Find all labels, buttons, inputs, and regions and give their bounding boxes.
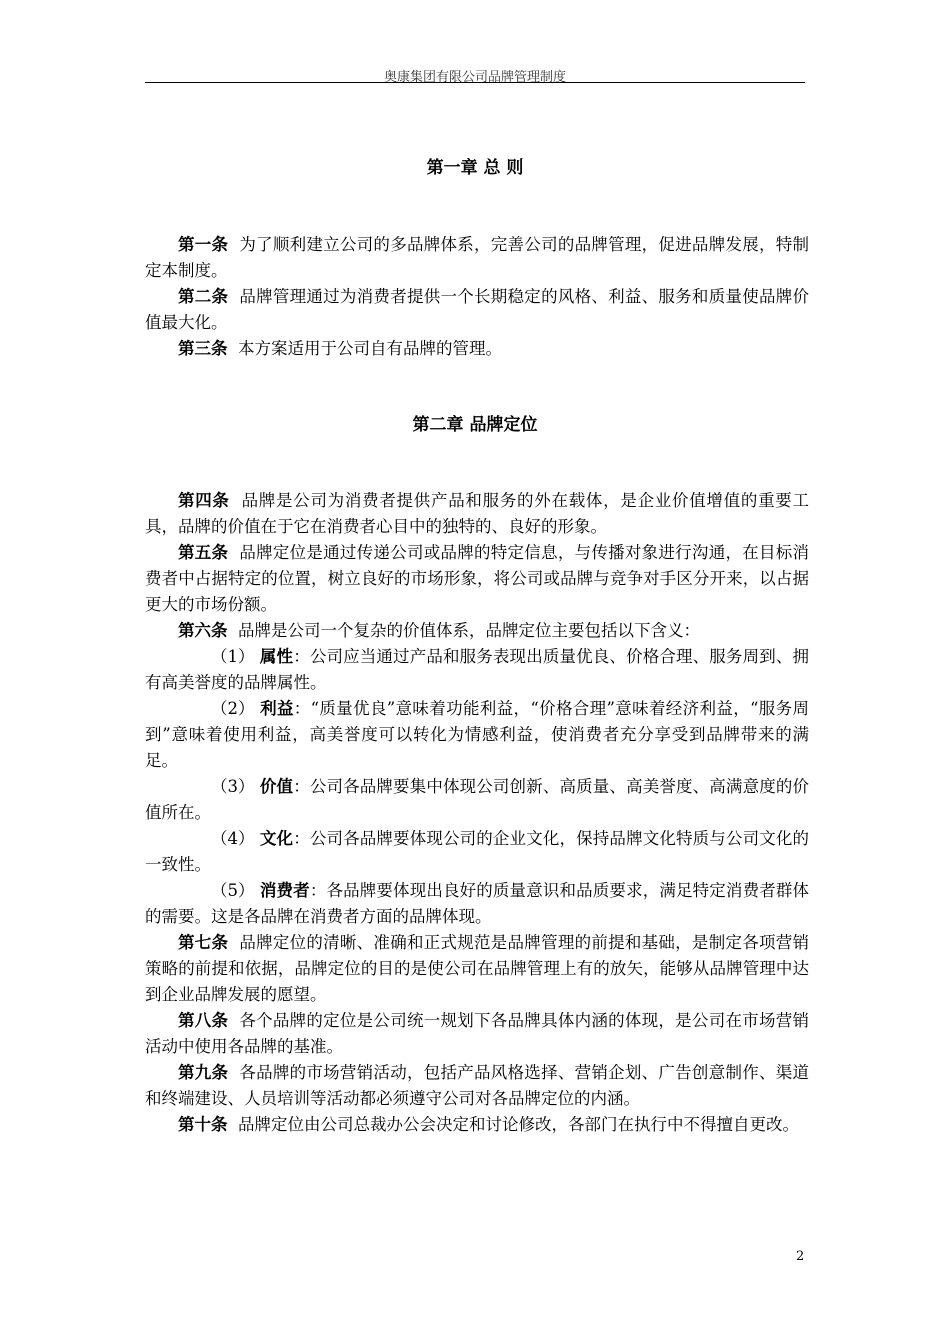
article-1	[145, 232, 809, 284]
article-text: 品牌定位是通过传递公司或品牌的特定信息，与传播对象进行沟通，在目标消费者中占据特定的位置，树立良好的市场形象，将公司或品牌与竞争对手区分开来，以占据更大的市场份额。	[145, 543, 810, 614]
article-text: 各个品牌的定位是公司统一规划下各品牌具体内涵的体现，是公司在市场营销活动中使用各品牌的基准。	[145, 1011, 810, 1056]
article-9	[145, 1060, 809, 1112]
article-label: 第三条	[178, 339, 228, 358]
article-label: 第四条	[178, 491, 230, 510]
item-number: （1）	[211, 647, 255, 666]
article-6	[145, 618, 809, 644]
list-item-attribute	[145, 644, 809, 696]
article-text: 本方案适用于公司自有品牌的管理。	[238, 339, 502, 358]
item-number: （2）	[211, 699, 255, 718]
item-text: ：公司应当通过产品和服务表现出质量优良、价格合理、服务周到、拥有高美誉度的品牌属性。	[145, 647, 810, 692]
article-label: 第二条	[178, 287, 229, 306]
item-number: （4）	[211, 829, 255, 848]
article-text: 品牌是公司为消费者提供产品和服务的外在载体，是企业价值增值的重要工具，品牌的价值在于它在消费者心目中的独特的、良好的形象。	[145, 491, 810, 536]
article-4	[145, 488, 809, 540]
article-text: 为了顺利建立公司的多品牌体系，完善公司的品牌管理，促进品牌发展，特制定本制度。	[145, 235, 810, 280]
article-label: 第九条	[178, 1063, 229, 1082]
article-label: 第一条	[178, 235, 229, 254]
item-label: 消费者	[259, 881, 310, 900]
article-2	[145, 284, 809, 336]
article-text: 品牌管理通过为消费者提供一个长期稳定的风格、利益、服务和质量使品牌价值最大化。	[145, 287, 810, 332]
article-text: 品牌是公司一个复杂的价值体系，品牌定位主要包括以下含义：	[238, 621, 700, 640]
article-5	[145, 540, 809, 618]
article-text: 品牌定位的清晰、准确和正式规范是品牌管理的前提和基础，是制定各项营销策略的前提和依据，品牌定位的目的是使公司在品牌管理上有的放矢，能够从品牌管理中达到企业品牌发展的愿望。	[145, 933, 810, 1004]
page-number: 2	[796, 1249, 805, 1264]
header-rule	[145, 82, 805, 83]
item-label: 价值	[259, 777, 294, 796]
article-label: 第八条	[178, 1011, 229, 1030]
chapter-1-body	[145, 232, 809, 362]
article-text: 各品牌的市场营销活动，包括产品风格选择、营销企划、广告创意制作、渠道和终端建设、人员培训等活动都必须遵守公司对各品牌定位的内涵。	[145, 1063, 810, 1108]
article-10	[145, 1112, 809, 1138]
article-label: 第六条	[178, 621, 228, 640]
article-8	[145, 1008, 809, 1060]
list-item-consumer	[145, 878, 809, 930]
item-number: （5）	[211, 881, 255, 900]
item-label: 属性	[259, 647, 294, 666]
article-3	[145, 336, 809, 362]
list-item-benefit	[145, 696, 809, 774]
chapter-2-title: 第二章 品牌定位	[412, 415, 538, 435]
item-text: ：公司各品牌要集中体现公司创新、高质量、高美誉度、高满意度的价值所在。	[145, 777, 810, 822]
running-header: 奥康集团有限公司品牌管理制度	[383, 70, 566, 85]
chapter-1-title: 第一章 总 则	[426, 158, 524, 178]
item-text: ：公司各品牌要体现公司的企业文化，保持品牌文化特质与公司文化的一致性。	[145, 829, 810, 874]
item-label: 利益	[260, 699, 294, 718]
article-label: 第五条	[178, 543, 229, 562]
article-7	[145, 930, 809, 1008]
chapter-2-body	[145, 488, 809, 1138]
article-label: 第十条	[178, 1115, 228, 1134]
item-label: 文化	[259, 829, 294, 848]
item-text: ：各品牌要体现出良好的质量意识和品质要求，满足特定消费者群体的需要。这是各品牌在消费者方面的品牌体现。	[145, 881, 810, 926]
list-item-value	[145, 774, 809, 826]
list-item-culture	[145, 826, 809, 878]
item-text: ：“质量优良”意味着功能利益，“价格合理”意味着经济利益，“服务周到”意味着使用利益，高美誉度可以转化为情感利益，使消费者充分享受到品牌带来的满足。	[145, 699, 810, 770]
article-text: 品牌定位由公司总裁办公会决定和讨论修改，各部门在执行中不得擅自更改。	[238, 1115, 799, 1134]
article-label: 第七条	[178, 933, 229, 952]
item-number: （3）	[211, 777, 255, 796]
